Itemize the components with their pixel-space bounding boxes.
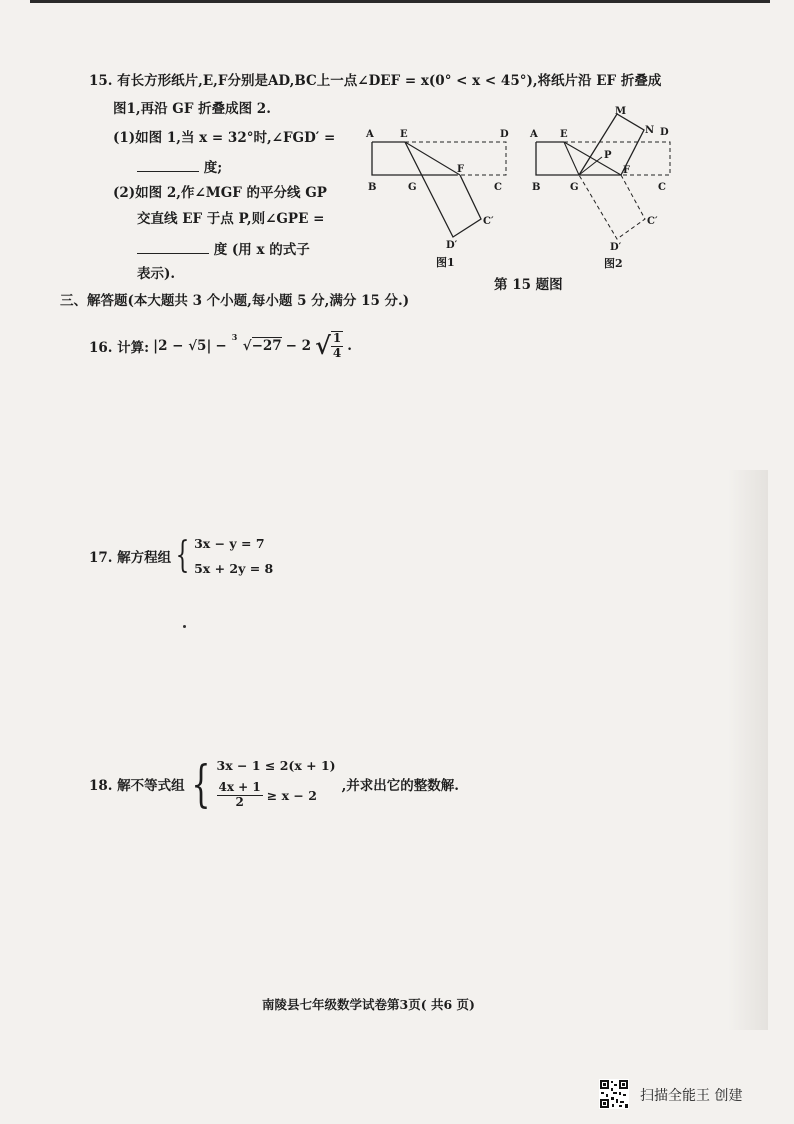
q15-part2-suffix: 度 (用 x 的式子	[213, 242, 310, 258]
q16-end: .	[347, 337, 352, 354]
fig2-label-M: M	[615, 106, 627, 117]
fig1-label-Dp: D′	[446, 240, 458, 251]
q17	[89, 536, 273, 576]
q16-frac-den: 4	[332, 345, 342, 360]
q15-part2-line4: 表示).	[137, 266, 176, 282]
q17-eq1: 3x − y = 7	[194, 536, 265, 551]
q16-abs-expr: |2 − √5|	[153, 337, 212, 354]
figure-1	[360, 120, 520, 270]
left-brace-icon: {	[175, 535, 190, 576]
section-3-heading: 三、解答题(本大题共 3 个小题,每小题 5 分,满分 15 分.)	[60, 293, 410, 309]
q15-part2-line2: 交直线 EF 于点 P,则∠GPE =	[137, 211, 325, 227]
fig2-label-N: N	[645, 125, 655, 136]
fig1-caption: 图1	[436, 256, 455, 269]
q16-sqrt	[315, 331, 343, 361]
q16-cube-root	[231, 331, 282, 354]
fig2-caption: 图2	[604, 257, 623, 270]
scan-speck	[183, 625, 186, 628]
q18-frac-den: 2	[235, 794, 244, 809]
q18-frac-num: 4x + 1	[218, 780, 261, 794]
q16-cube-index: 3	[231, 331, 238, 342]
q16-cube-radicand: −27	[251, 337, 282, 354]
page-top-edge	[30, 0, 770, 3]
q15-part1-answer	[137, 159, 222, 176]
page-shadow	[728, 470, 768, 1030]
answer-blank-1[interactable]	[137, 159, 199, 172]
fig2-label-C: C	[658, 182, 666, 193]
fig15-caption: 第 15 题图	[494, 277, 563, 293]
q15-part1-suffix: 度;	[203, 160, 223, 176]
scanner-watermark: 扫描全能王 创建	[640, 1088, 743, 1104]
q16-fraction	[331, 331, 343, 361]
fig1-label-G: G	[408, 182, 417, 193]
left-brace-icon: {	[191, 754, 211, 813]
q16-label: 16. 计算:	[89, 339, 150, 356]
fig2-label-B: B	[532, 182, 541, 193]
fig1-label-E: E	[400, 129, 408, 140]
q15-part1-prefix: (1)如图 1,当 x = 32°时,∠FGD′ =	[113, 130, 336, 146]
fig1-label-Cp: C′	[483, 216, 494, 227]
fig2-label-Dp: D′	[610, 242, 622, 253]
q18-suffix: ,并求出它的整数解.	[341, 777, 459, 794]
page-footer: 南陵县七年级数学试卷第3页( 共6 页)	[262, 997, 475, 1012]
fig2-label-E: E	[560, 129, 568, 140]
q16	[89, 331, 352, 361]
q18-ineq2	[217, 781, 336, 810]
q15-part2-line3	[137, 241, 310, 258]
figure-2	[524, 102, 684, 270]
q17-system	[194, 536, 273, 576]
q18	[89, 754, 459, 813]
radical-icon: √	[315, 331, 331, 361]
fig2-label-F: F	[623, 165, 631, 176]
q16-minus-2: − 2	[285, 337, 312, 354]
fig2-label-A: A	[530, 129, 538, 140]
fig2-label-Cp: C′	[647, 216, 658, 227]
fig1-label-C: C	[494, 182, 502, 193]
q15-line2: 图1,再沿 GF 折叠成图 2.	[113, 101, 271, 117]
fig1-label-B: B	[368, 182, 377, 193]
q15-part1	[113, 132, 335, 146]
q18-fraction	[217, 781, 263, 810]
fig1-label-D: D	[500, 129, 509, 140]
q18-system	[217, 758, 336, 810]
fig2-label-G: G	[570, 182, 579, 193]
fig2-label-P: P	[604, 150, 612, 161]
q17-eq2: 5x + 2y = 8	[194, 561, 274, 576]
q15-part2-line1: (2)如图 2,作∠MGF 的平分线 GP	[113, 185, 327, 201]
fig2-label-D: D	[660, 127, 669, 138]
q16-minus-1: −	[215, 337, 227, 354]
q16-frac-num: 1	[332, 331, 342, 345]
answer-blank-2[interactable]	[137, 241, 209, 254]
q17-label: 17. 解方程组	[89, 550, 172, 566]
fig1-label-F: F	[457, 164, 465, 175]
q18-ineq1: 3x − 1 ≤ 2(x + 1)	[216, 758, 336, 773]
q18-label: 18. 解不等式组	[89, 777, 185, 794]
qr-code-icon	[599, 1079, 629, 1109]
fig1-label-A: A	[366, 129, 374, 140]
radical-icon: √	[242, 337, 252, 354]
q18-ineq2-rest: ≥ x − 2	[266, 787, 317, 803]
q15-line1: 15. 有长方形纸片,E,F分别是AD,BC上一点∠DEF = x(0° < x < 45°),将纸片沿 EF 折叠成	[89, 73, 662, 89]
